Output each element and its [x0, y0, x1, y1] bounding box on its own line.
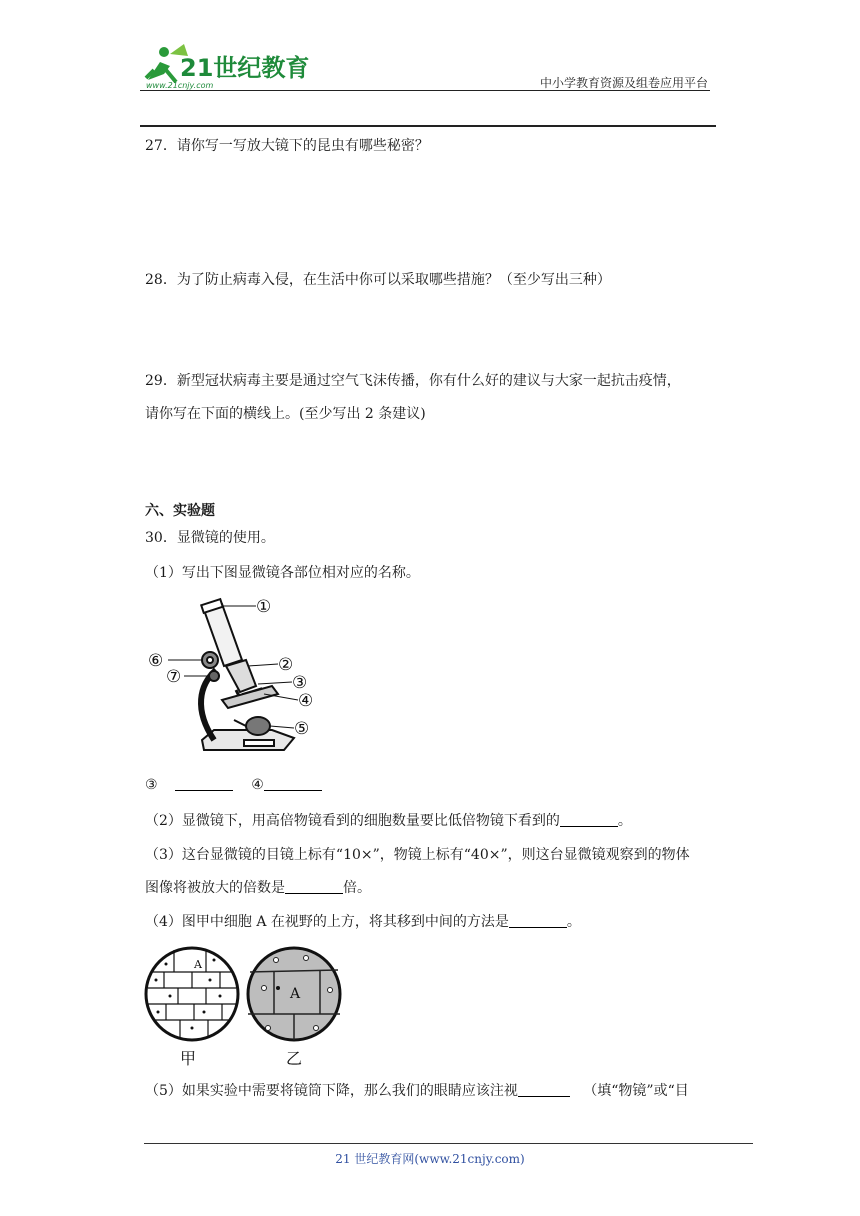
label-1: ①: [256, 597, 272, 617]
question-30-part1: （1）写出下图显微镜各部位相对应的名称。: [145, 565, 420, 581]
microscope-figure: [144, 590, 334, 765]
question-28: 28．为了防止病毒入侵，在生活中你可以采取哪些措施？（至少写出三种）: [145, 272, 611, 288]
question-29-line1: 29．新型冠状病毒主要是通过空气飞沫传播，你有什么好的建议与大家一起抗击疫情，: [145, 373, 681, 389]
site-logo: [140, 40, 310, 92]
header-divider: [140, 90, 710, 91]
question-30-part3-line2: 图像将被放大的倍数是 倍。: [145, 880, 371, 896]
label-2: ②: [278, 655, 294, 675]
label-7: ⑦: [166, 667, 182, 687]
blank-part4[interactable]: [509, 913, 567, 928]
question-29-line2: 请你写在下面的横线上。(至少写出 2 条建议): [145, 406, 426, 422]
header-platform-text: 中小学教育资源及组卷应用平台: [539, 76, 708, 90]
footer-divider: [144, 1143, 753, 1144]
caption-yi: 乙: [286, 1049, 303, 1068]
answer-label-3: ③: [145, 777, 158, 793]
blank-part5[interactable]: [518, 1082, 570, 1097]
section-title-experiment: 六、实验题: [145, 503, 215, 519]
question-27: 27．请你写一写放大镜下的昆虫有哪些秘密？: [145, 138, 429, 154]
footer-text: 21 世纪教育网(www.21cnjy.com): [335, 1152, 525, 1166]
cell-view-jia: [146, 948, 238, 1040]
cell-a-label-yi: A: [290, 986, 301, 1002]
answer-label-4: ④: [251, 777, 264, 793]
label-3: ③: [292, 673, 308, 693]
question-30-part2: （2）显微镜下，用高倍物镜看到的细胞数量要比低倍物镜下看到的 。: [145, 813, 632, 829]
svg-text:21世纪教育: 21世纪教育: [180, 54, 310, 82]
label-4: ④: [298, 691, 314, 711]
blank-3[interactable]: [175, 776, 233, 791]
question-30-part4: （4）图甲中细胞 A 在视野的上方，将其移到中间的方法是 。: [145, 914, 581, 930]
cell-a-label-jia: A: [194, 958, 202, 971]
label-6: ⑥: [148, 651, 164, 671]
svg-text:www.21cnjy.com: www.21cnjy.com: [146, 81, 214, 90]
caption-jia: 甲: [180, 1049, 197, 1068]
cell-view-yi: [248, 948, 340, 1040]
answer-row-3-4: [145, 775, 322, 795]
content-top-divider: [140, 125, 716, 127]
blank-part3[interactable]: [285, 879, 343, 894]
question-30-part3-line1: （3）这台显微镜的目镜上标有“10×”，物镜上标有“40×”，则这台显微镜观察到的物体: [145, 847, 690, 863]
blank-part2[interactable]: [560, 812, 618, 827]
question-30: 30．显微镜的使用。: [145, 530, 275, 546]
label-5: ⑤: [294, 719, 310, 739]
question-30-part5: （5）如果实验中需要将镜筒下降，那么我们的眼睛应该注视 （填“物镜”或“目: [145, 1083, 689, 1099]
blank-4[interactable]: [264, 776, 322, 791]
cell-figures: [144, 944, 354, 1069]
